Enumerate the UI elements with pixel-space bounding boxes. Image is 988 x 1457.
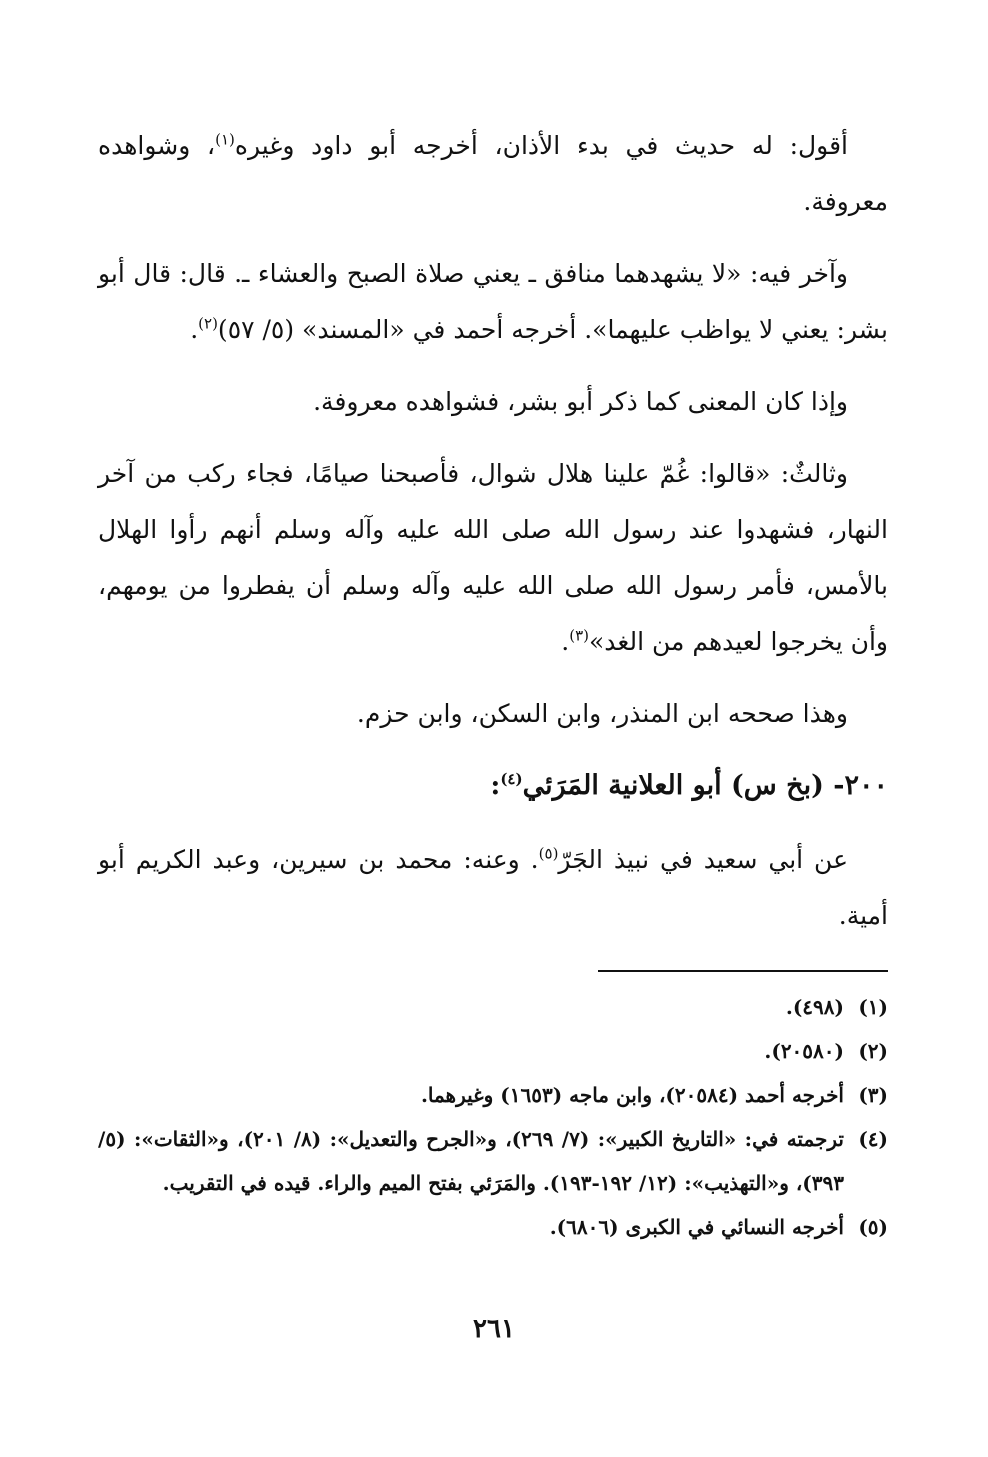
footnote-number: (٥) <box>858 1215 888 1239</box>
entry-heading-tail: : <box>490 770 501 801</box>
paragraph-tail: . <box>190 315 199 344</box>
entry-heading-text: ٢٠٠- (بخ س) أبو العلانية المَرَئي <box>522 770 888 801</box>
footnote-number: (٤) <box>858 1127 888 1151</box>
footnote-text: ترجمته في: «التاريخ الكبير»: (٧/ ٢٦٩)، و«الجرح والتعديل»: (٨/ ٢٠١)، و«الثقات»: (٥/ ٣٩٣)، و«التهذيب»: (١٢/ ١٩٢-١٩٣). والمَرَئي بفتح الميم والراء. قيده في التقريب. <box>98 1127 844 1195</box>
page-number: ٢٦١ <box>473 1314 515 1344</box>
paragraph-tail: ، وشواهده معروفة. <box>98 131 888 216</box>
footnote-ref-5: (٥) <box>538 844 559 863</box>
paragraph-5 <box>98 686 888 742</box>
paragraph-3 <box>98 374 888 430</box>
paragraph-tail: . وعنه: محمد بن سيرين، وعبد الكريم أبو أمية. <box>98 845 888 930</box>
footnotes <box>98 985 888 1249</box>
footnote-text: أخرجه النسائي في الكبرى (٦٨٠٦). <box>549 1215 844 1239</box>
footnote-2 <box>98 1029 888 1073</box>
paragraph-text: وإذا كان المعنى كما ذكر أبو بشر، فشواهده معروفة. <box>313 387 848 416</box>
paragraph-tail: . <box>561 627 570 656</box>
footnote-number: (٣) <box>858 1083 888 1107</box>
paragraph-4 <box>98 446 888 670</box>
footnote-3 <box>98 1073 888 1117</box>
footnote-number: (١) <box>858 995 888 1019</box>
paragraph-2 <box>98 246 888 358</box>
footnote-number: (٢) <box>858 1039 888 1063</box>
footnote-ref-3: (٣) <box>569 626 589 645</box>
footnote-ref-2: (٢) <box>198 314 218 333</box>
paragraph-text: وآخر فيه: «لا يشهدهما منافق ـ يعني صلاة الصبح والعشاء ـ. قال: قال أبو بشر: يعني لا يواظب عليهما». أخرجه أحمد في «المسند» (٥/ ٥٧) <box>98 259 888 344</box>
paragraph-text: أقول: له حديث في بدء الأذان، أخرجه أبو داود وغيره <box>234 131 848 160</box>
footnote-4 <box>98 1117 888 1205</box>
paragraph-text: وهذا صححه ابن المنذر، وابن السكن، وابن حزم. <box>356 699 848 728</box>
footnote-text: أخرجه أحمد (٢٠٥٨٤)، وابن ماجه (١٦٥٣) وغيرهما. <box>420 1083 844 1107</box>
entry-heading <box>98 758 888 814</box>
main-text <box>98 118 888 960</box>
paragraph-text: عن أبي سعيد في نبيذ الجَرّ <box>558 845 848 874</box>
paragraph-text: وثالثٌ: «قالوا: غُمّ علينا هلال شوال، فأصبحنا صيامًا، فجاء ركب من آخر النهار، فشهدوا عند رسول الله صلى الله عليه وآله وسلم أنهم رأوا الهلال بالأمس، فأمر رسول الله صلى الله عليه وآله وسلم أن يفطروا من يومهم، وأن يخرجوا لعيدهم من الغد» <box>98 459 888 656</box>
footnote-divider <box>598 970 888 972</box>
footnote-5 <box>98 1205 888 1249</box>
entry-paragraph <box>98 832 888 944</box>
footnote-ref-1: (١) <box>215 130 235 149</box>
paragraph-1 <box>98 118 888 230</box>
footnote-1 <box>98 985 888 1029</box>
footnote-ref-4: (٤) <box>500 770 523 788</box>
footnote-text: (٤٩٨). <box>785 995 844 1019</box>
footnote-text: (٢٠٥٨٠). <box>764 1039 844 1063</box>
